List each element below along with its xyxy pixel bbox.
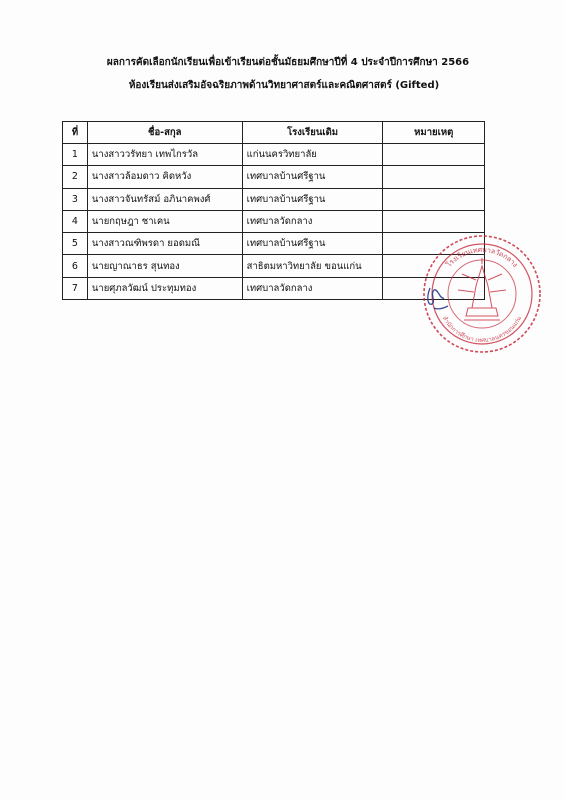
table-header-row xyxy=(63,122,485,144)
table-row xyxy=(63,166,485,188)
header-name: ชื่อ-สกุล xyxy=(87,122,242,144)
table-row xyxy=(63,144,485,166)
svg-text:โรงเรียนเทศบาลวัดกลาง xyxy=(444,246,519,269)
school-seal-stamp xyxy=(418,228,546,356)
row-school: เทศบาลบ้านศรีฐาน xyxy=(242,188,383,210)
document-subtitle: ห้องเรียนส่งเสริมอัจฉริยภาพด้านวิทยาศาสตร์และคณิตศาสตร์ (Gifted) xyxy=(128,80,440,91)
row-name: นางสาววรัทยา เทพไกรวัล xyxy=(87,144,242,166)
row-name: นายกฤษฎา ชาเคน xyxy=(87,210,242,232)
row-note xyxy=(383,166,485,188)
row-name: นางสาวล้อมดาว คิดหวัง xyxy=(87,166,242,188)
header-note: หมายเหตุ xyxy=(383,122,485,144)
row-number: 6 xyxy=(63,255,88,277)
row-school: สาธิตมหาวิทยาลัย ขอนแก่น xyxy=(242,255,383,277)
row-school: แก่นนครวิทยาลัย xyxy=(242,144,383,166)
row-number: 7 xyxy=(63,277,88,299)
row-note xyxy=(383,188,485,210)
row-number: 1 xyxy=(63,144,88,166)
row-note xyxy=(383,144,485,166)
seal-text-top: โรงเรียนเทศบาลวัดกลาง xyxy=(444,245,520,269)
row-name: นางสาวณฑิพรดา ยอดมณี xyxy=(87,233,242,255)
row-number: 2 xyxy=(63,166,88,188)
row-name: นางสาวจันทรัสม์ อภินาคพงศ์ xyxy=(87,188,242,210)
header-school: โรงเรียนเดิม xyxy=(242,122,383,144)
row-number: 4 xyxy=(63,210,88,232)
row-number: 3 xyxy=(63,188,88,210)
signature-icon xyxy=(428,288,448,309)
row-name: นายญาณาธร สุนทอง xyxy=(87,255,242,277)
row-name: นายศุภลวัฒน์ ประทุมทอง xyxy=(87,277,242,299)
svg-text:สำนักการศึกษา เทศบาลนครขอนแก่น xyxy=(441,315,523,344)
table-row xyxy=(63,188,485,210)
row-school: เทศบาลบ้านศรีฐาน xyxy=(242,233,383,255)
row-number: 5 xyxy=(63,233,88,255)
temple-emblem-icon xyxy=(458,258,506,320)
row-school: เทศบาลบ้านศรีฐาน xyxy=(242,166,383,188)
row-school: เทศบาลวัดกลาง xyxy=(242,277,383,299)
seal-text-bottom: สำนักการศึกษา เทศบาลนครขอนแก่น xyxy=(440,315,524,345)
row-school: เทศบาลวัดกลาง xyxy=(242,210,383,232)
header-number: ที่ xyxy=(63,122,88,144)
document-title: ผลการคัดเลือกนักเรียนเพื่อเข้าเรียนต่อชั้นมัธยมศึกษาปีที่ 4 ประจำปีการศึกษา 2566 xyxy=(106,57,470,68)
